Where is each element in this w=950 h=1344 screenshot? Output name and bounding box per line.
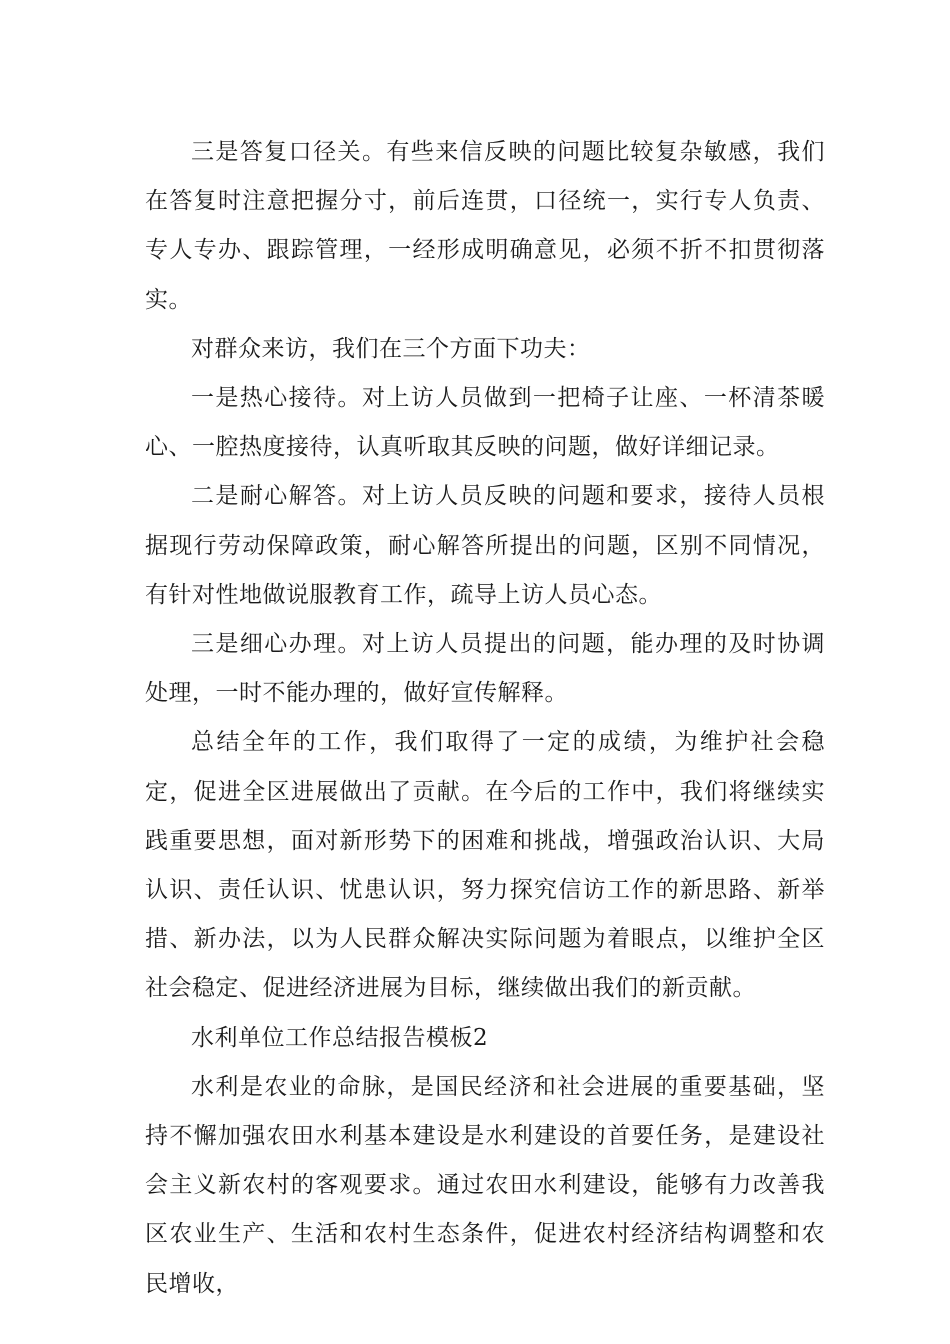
paragraph-patient-answer: 二是耐心解答。对上访人员反映的问题和要求，接待人员根据现行劳动保障政策，耐心解答所提出的问题，区别不同情况，有针对性地做说服教育工作，疏导上访人员心态。 [145,483,825,608]
paragraph-water-conservancy: 水利是农业的命脉，是国民经济和社会进展的重要基础，坚持不懈加强农田水利基本建设是水利建设的首要任务，是建设社会主义新农村的客观要求。通过农田水利建设，能够有力改善我区农业生产、生活和农村生态条件，促进农村经济结构调整和农民增收， [145,1073,825,1297]
paragraph-careful-handling: 三是细心办理。对上访人员提出的问题，能办理的及时协调处理，一时不能办理的，做好宣传解释。 [145,631,825,707]
paragraph-visits-intro: 对群众来访，我们在三个方面下功夫： [191,335,591,362]
document-body [145,128,825,1309]
section-title: 水利单位工作总结报告模板2 [191,1024,489,1051]
paragraph-warm-reception: 一是热心接待。对上访人员做到一把椅子让座、一杯清茶暖心、一腔热度接待，认真听取其反映的问题，做好详细记录。 [145,385,825,461]
paragraph-annual-summary: 总结全年的工作，我们取得了一定的成绩，为维护社会稳定，促进全区进展做出了贡献。在今后的工作中，我们将继续实践重要思想，面对新形势下的困难和挑战，增强政治认识、大局认识、责任认识、忧患认识，努力探究信访工作的新思路、新举措、新办法，以为人民群众解决实际问题为着眼点，以维护全区社会稳定、促进经济进展为目标，继续做出我们的新贡献。 [145,729,825,1002]
paragraph-answer-consistency: 三是答复口径关。有些来信反映的问题比较复杂敏感，我们在答复时注意把握分寸，前后连贯，口径统一，实行专人负责、专人专办、跟踪管理，一经形成明确意见，必须不折不扣贯彻落实。 [145,139,825,313]
